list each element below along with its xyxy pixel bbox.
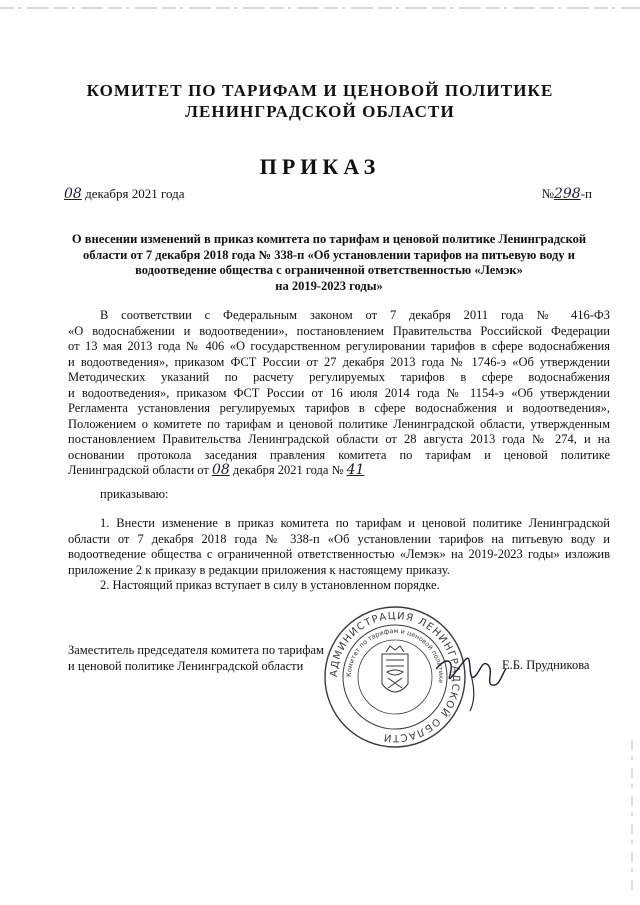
protocol-number-handwritten: 41	[346, 462, 365, 478]
item-1-line: водоотведение общества с ограниченной ответственностью «Лемэк» на 2019-2023 годы» изложив	[68, 547, 610, 561]
committee-line-2: ЛЕНИНГРАДСКОЙ ОБЛАСТИ	[185, 102, 455, 121]
position-line-2: и ценовой политике Ленинградской области	[68, 659, 304, 673]
committee-line-1: КОМИТЕТ ПО ТАРИФАМ И ЦЕНОВОЙ ПОЛИТИКЕ	[86, 81, 554, 100]
handwritten-signature	[430, 625, 510, 715]
subject-line: области от 7 декабря 2018 года № 338-п «Об установлении тарифов на питьевую воду и	[83, 247, 575, 262]
document-number	[542, 186, 592, 202]
preamble-line-text: Ленинградской области от	[68, 463, 209, 477]
number-handwritten: 298	[553, 186, 581, 202]
preamble-line	[68, 463, 610, 479]
date-day-handwritten: 08	[64, 186, 82, 202]
preamble-line: и водоотведения», приказом ФСТ России от 16 июля 2014 года № 1154-э «Об утверждении	[68, 385, 610, 400]
scan-artifact-top	[0, 6, 640, 10]
preamble-line: Регламента установления регулируемых тарифов в сфере водоснабжения и водоотведения»,	[68, 401, 610, 415]
coat-of-arms-icon	[382, 646, 408, 692]
item-1-line: приложение 2 к приказу в редакции приложения к настоящему приказу.	[68, 562, 450, 577]
signatory-position	[68, 642, 358, 674]
preamble-line: основании протокола заседания правления комитета по тарифам и ценовой политике	[68, 447, 610, 462]
date-number-line	[64, 186, 592, 206]
subject-line: О внесении изменений в приказ комитета по тарифам и ценовой политике Ленинградской	[71, 232, 587, 246]
document-date	[64, 186, 184, 202]
order-items	[68, 516, 610, 594]
document-type-title: ПРИКАЗ	[259, 154, 381, 179]
preamble-line-text: В соответствии с Федеральным законом от 7 декабря 2011 года № 416-ФЗ	[100, 308, 610, 322]
subject-line: на 2019-2023 годы»	[275, 278, 383, 293]
committee-header	[60, 80, 580, 122]
item-2-line	[68, 578, 610, 594]
protocol-day-handwritten: 08	[211, 462, 230, 478]
preamble-line: от 13 мая 2013 года № 406 «О государственном регулировании тарифов в сфере водоснабжения	[68, 339, 610, 353]
document-subject	[60, 232, 598, 294]
item-2-text: 2. Настоящий приказ вступает в силу в установленном порядке.	[100, 578, 440, 592]
seal-outer-text: АДМИНИСТРАЦИЯ ЛЕНИНГРАДСКОЙ ОБЛАСТИ	[328, 610, 462, 744]
preamble-line: «О водоснабжении и водоотведении», постановлением Правительства Российской Федерации	[68, 323, 610, 338]
date-rest: декабря 2021 года	[85, 186, 185, 201]
number-suffix: -п	[580, 186, 592, 201]
item-1-line: области от 7 декабря 2018 года № 338-п «Об установлении тарифов на питьевую воду и	[68, 531, 610, 546]
preamble-line: Положением о комитете по тарифам и ценовой политике Ленинградской области, утвержденным	[68, 416, 610, 431]
scan-artifact-right	[628, 740, 636, 890]
preamble-line: и водоотведения», приказом ФСТ России от 27 декабря 2013 года № 1746-э «Об утверждении	[68, 354, 610, 369]
preamble-paragraph	[68, 308, 610, 479]
preamble-line-text: декабря 2021 года №	[232, 463, 344, 477]
position-line-1: Заместитель председателя комитета по тарифам	[68, 643, 324, 657]
subject-line: водоотведение общества с ограниченной ответственностью «Лемэк»	[135, 263, 523, 277]
item-1-text: 1. Внести изменение в приказ комитета по тарифам и ценовой политике Ленинградской	[100, 516, 610, 530]
signatory-name: Е.Б. Прудникова	[502, 658, 590, 672]
item-1-line	[68, 516, 610, 532]
seal-inner-text: Комитет по тарифам и ценовой политике	[344, 626, 446, 684]
order-word: приказываю:	[100, 487, 169, 501]
number-prefix: №	[541, 186, 554, 201]
preamble-line: Методических указаний по расчету регулируемых тарифов в сфере водоснабжения	[68, 370, 610, 384]
preamble-line: постановлением Правительства Ленинградской области от 28 августа 2013 года № 274, и на	[68, 432, 610, 446]
preamble-line	[68, 308, 610, 324]
